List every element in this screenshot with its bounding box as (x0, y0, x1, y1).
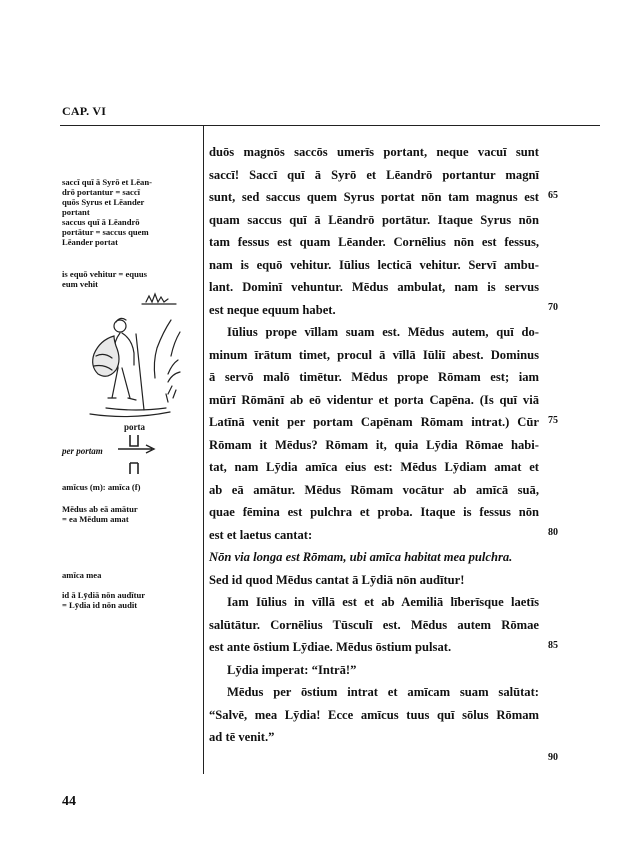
line-number: 75 (548, 415, 558, 426)
text-line: tam fessus est quam Lēander. Cornēlius nōn est fessus, (209, 235, 539, 249)
margin-note-passive-1 (62, 177, 180, 247)
per-portam-label: per portam (62, 446, 103, 456)
line-number: 85 (548, 640, 558, 651)
text-line: Iūlius prope vīllam suam est. Mēdus autem, quī do- (227, 325, 539, 339)
note-line: id ā Lȳdiā nōn audītur (62, 590, 146, 600)
porta-label: porta (124, 422, 145, 432)
text-line: Lȳdia imperat: “Intrā!” (227, 662, 357, 677)
text-line: Mēdus per ōstium intrat et amīcam suam salūtat: (227, 685, 539, 699)
text-line: est ante ōstium Lȳdiae. Mēdus ōstium pulsat. (209, 640, 452, 654)
note-line: portant (62, 207, 90, 217)
text-line: tat, nam Lȳdia amīca eius est: Mēdus Lȳdiam amat et (209, 460, 539, 474)
song-line: Nōn via longa est Rōmam, ubi amīca habitat mea pulchra. (209, 550, 513, 564)
page-number: 44 (62, 794, 76, 809)
line-number: 90 (548, 752, 558, 763)
text-line: minum īrātum timet, procul ā vīllā Iūliī abest. Dominus (209, 347, 539, 362)
text-line: lant. Dominī vehuntur. Mēdus ambulat, nam is servus (209, 280, 539, 294)
text-line: sunt, sed saccus quem Syrus portat nōn tam magnus est (209, 190, 539, 204)
text-line: Rōmam it Mēdus? Rōmam it, quia Lȳdia Rōmae habi- (209, 437, 539, 452)
margin-note-amica-mea (62, 570, 180, 580)
text-line: est neque equum habet. (209, 302, 336, 317)
note-line: amīcus (m): amīca (f) (62, 482, 141, 492)
porta-diagram (62, 420, 192, 476)
note-line: is equō vehitur = equus (62, 269, 147, 279)
text-line: mūrī Rōmānī ab eō videntur et porta Capēna. (Is quī viā (209, 392, 539, 407)
gate-arch-icon (124, 433, 144, 475)
text-line: ab eā amātur. Mēdus Rōmam vocātur ab amīcā suā, (209, 482, 539, 497)
arrow-right-icon (118, 444, 158, 454)
margin-note-vehitur (62, 269, 180, 289)
text-line: quam saccus quī ā Lēandrō portātur. Itaque Syrus nōn (209, 212, 539, 227)
note-line: eum vehit (62, 279, 99, 289)
text-line: est et laetus cantat: (209, 527, 313, 542)
margin-note-amatur (62, 504, 180, 524)
text-line: Sed id quod Mēdus cantat ā Lȳdiā nōn audītur! (209, 572, 465, 587)
margin-note-amicus (62, 482, 180, 492)
traveler-illustration (76, 290, 186, 420)
text-line: quae fēmina est pulchra et proba. Itaque is fessus nōn (209, 505, 539, 519)
column-divider (203, 126, 204, 774)
margin-note-auditur (62, 590, 180, 610)
chapter-heading: CAP. VI (62, 104, 107, 118)
header-rule (60, 125, 600, 126)
note-line: = ea Mēdum amat (62, 514, 129, 524)
note-line: = Lȳdia id nōn audit (62, 600, 138, 610)
line-number: 65 (548, 190, 558, 201)
note-line: quōs Syrus et Lēander (62, 197, 145, 207)
text-line: nam is equō vehitur. Iūlius lecticā vehitur. Servī ambu- (209, 257, 539, 272)
text-line: “Salvē, mea Lȳdia! Ecce amīcus tuus quī sōlus Rōmam (209, 707, 539, 722)
text-line: Iam Iūlius in vīllā est et ab Aemiliā līberīsque laetīs (227, 595, 539, 609)
note-line: Lēander portat (62, 237, 118, 247)
note-line: portātur = saccus quem (62, 227, 149, 237)
note-line: amīca mea (62, 570, 102, 580)
text-line: ad tē venit.” (209, 730, 275, 744)
line-number: 80 (548, 527, 558, 538)
text-line: ā servō malō timētur. Mēdus prope Rōmam est; iam (209, 370, 539, 384)
line-number: 70 (548, 302, 558, 313)
note-line: saccī quī ā Syrō et Lēan- (62, 177, 152, 187)
text-line: duōs magnōs saccōs umerīs portant, neque vacuī sunt (209, 145, 539, 159)
note-line: Mēdus ab eā amātur (62, 504, 138, 514)
text-line: salūtātur. Cornēlius Tūsculī est. Mēdus autem Rōmae (209, 617, 539, 632)
note-line: saccus quī ā Lēandrō (62, 217, 140, 227)
note-line: drō portantur = saccī (62, 187, 141, 197)
text-line: saccī! Saccī quī ā Syrō et Lēandrō portantur magnī (209, 167, 539, 182)
text-line: Latīnā venit per portam Capēnam Rōmam intrat.) Cūr (209, 415, 539, 429)
